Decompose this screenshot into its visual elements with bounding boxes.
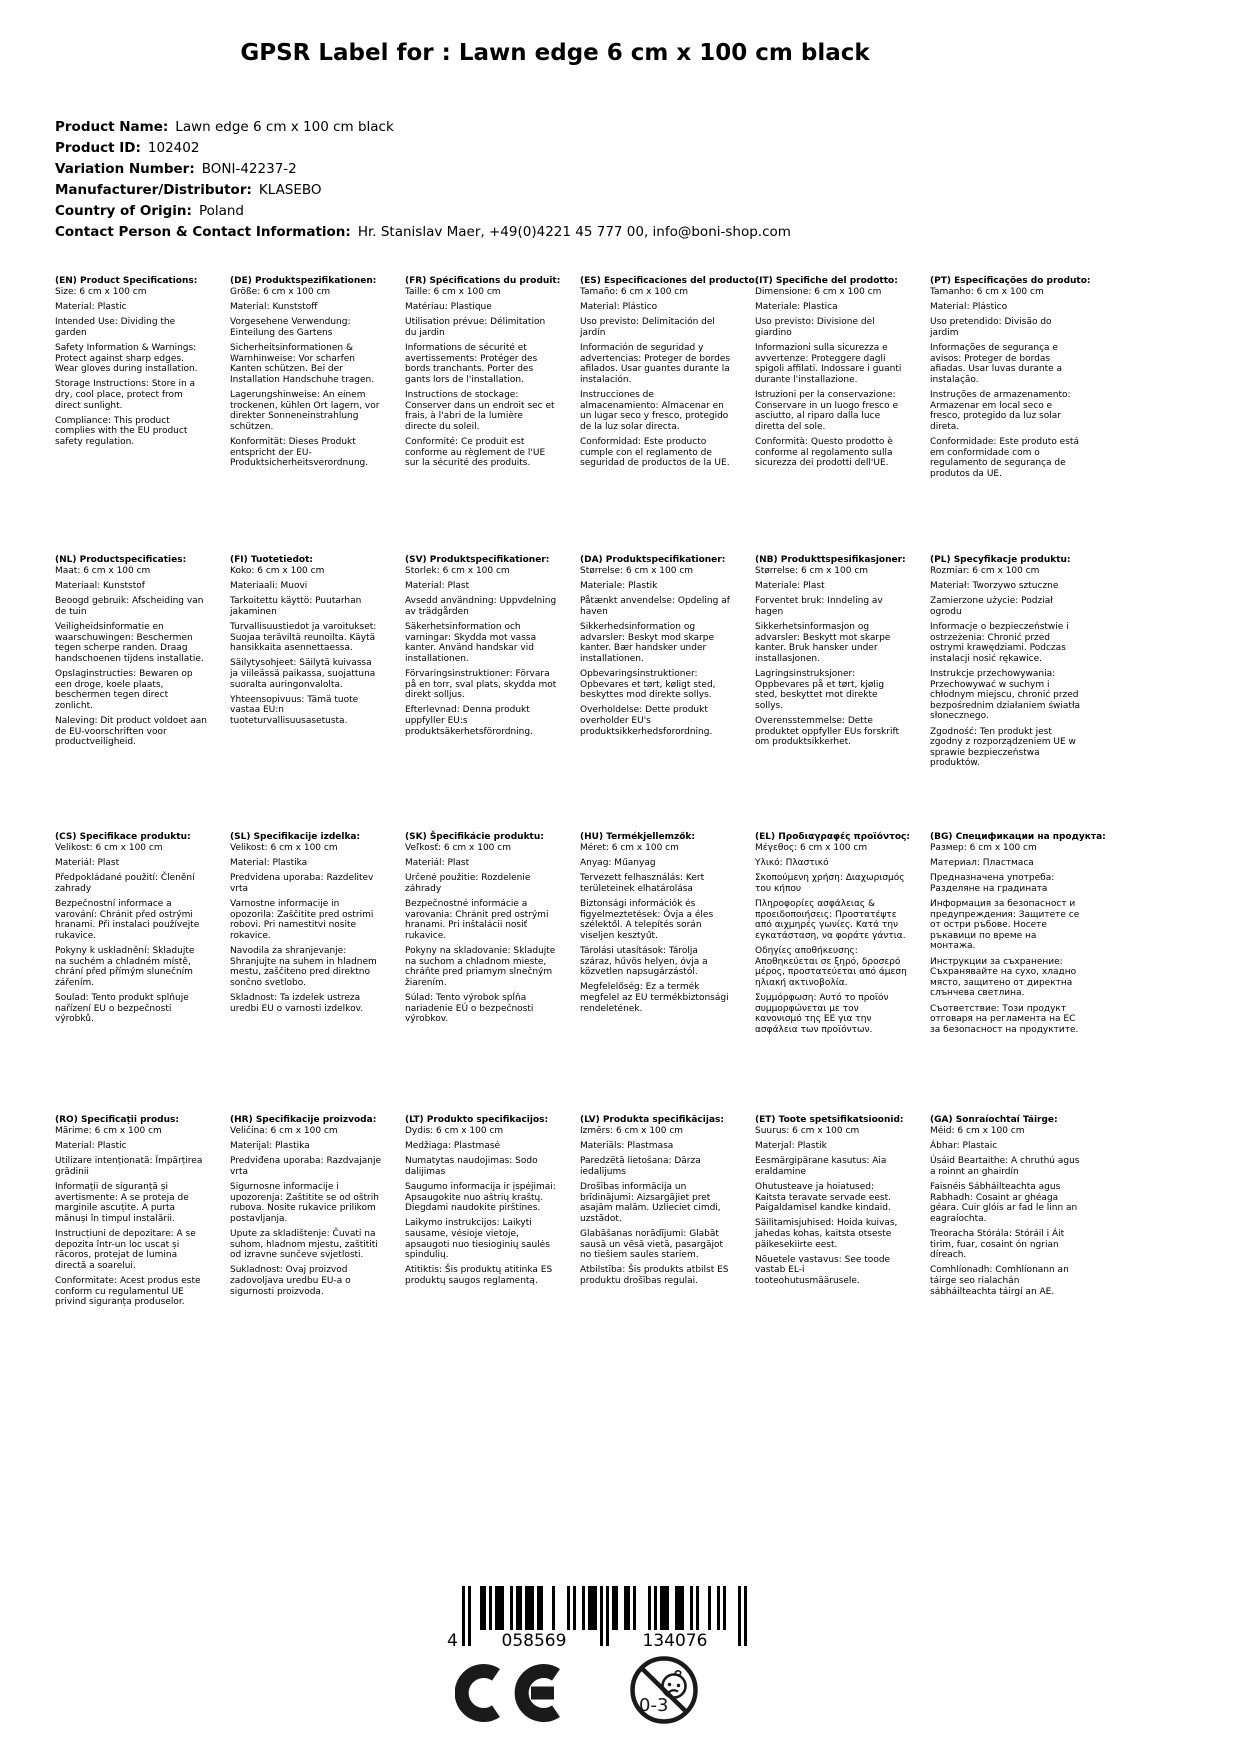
spec-block-header: (HU) Termékjellemzők: — [580, 832, 696, 842]
spec-line: Предназначена употреба: Разделяне на градината — [930, 873, 1055, 894]
country-of-origin-row — [55, 201, 791, 222]
spec-line: Material: Plastic — [55, 1141, 127, 1152]
spec-block-it — [755, 276, 907, 473]
age-warning-0-3-icon — [628, 1654, 700, 1730]
spec-line: Material: Plástico — [580, 302, 658, 313]
spec-line: Materiaal: Kunststof — [55, 581, 145, 592]
spec-line: Conformitate: Acest produs este conform cu regulamentul UE privind siguranța produselor. — [55, 1275, 201, 1308]
spec-block-fi — [230, 555, 382, 731]
spec-line: Bezpečnostní informace a varování: Chránit před ostrými hranami. Při instalaci používejte rukavice. — [55, 899, 200, 941]
spec-block-header: (EN) Product Specifications: — [55, 276, 198, 286]
spec-line: Overholdelse: Dette produkt overholder EU's produktsikkerhedsforordning. — [580, 705, 713, 737]
spec-line: Μέγεθος: 6 cm x 100 cm — [755, 843, 868, 854]
spec-block-header: (GA) Sonraíochtaí Táirge: — [930, 1115, 1058, 1125]
spec-line: Συμμόρφωση: Αυτό το προϊόν συμμορφώνεται με τον κανονισμό της ΕΕ για την ασφάλεια των προϊόντων. — [755, 992, 889, 1035]
spec-line: Overensstemmelse: Dette produktet oppfyller EUs forskrift om produktsikkerhet. — [755, 715, 900, 748]
spec-line: Material: Plastic — [55, 302, 127, 313]
contact-value: Hr. Stanislav Maer, +49(0)4221 45 777 00, info@boni-shop.com — [357, 224, 791, 240]
ean13-barcode — [437, 1584, 757, 1662]
spec-line: Paredzētā lietošana: Dārza iedalījums — [580, 1156, 701, 1177]
spec-line: Инструкции за съхранение: Съхранявайте на сухо, хладно място, защитено от директна слънчева светлина. — [930, 956, 1077, 999]
spec-line: Yhteensopivuus: Tämä tuote vastaa EU:n tuoteturvallisuusasetusta. — [230, 694, 359, 726]
spec-line: Информация за безопасност и предупреждения: Защитете се от остри ръбове. Носете ръкавици по време на монтажа. — [930, 899, 1080, 952]
spec-line: Veľkosť: 6 cm x 100 cm — [405, 843, 511, 854]
spec-line: Varnostne informacije in opozorila: Zaščitite pred ostrimi robovi. Pri namestitvi nosite rokavice. — [230, 899, 374, 941]
spec-line: Opslaginstructies: Bewaren op een droge, koele plaats, beschermen tegen direct zonlicht. — [55, 668, 193, 711]
spec-block-lv — [580, 1115, 732, 1291]
spec-line: Påtænkt anvendelse: Opdeling af haven — [580, 596, 730, 617]
spec-line: Storage Instructions: Store in a dry, cool place, protect from direct sunlight. — [55, 379, 196, 411]
spec-line: Megfelelőség: Ez a termék megfelel az EU termékbiztonsági rendeletének. — [580, 982, 729, 1014]
spec-line: Atbilstība: Šis produkts atbilst ES produktu drošības regulai. — [580, 1265, 729, 1286]
spec-line: Uso pretendido: Divisão do jardim — [930, 317, 1052, 338]
spec-line: Pokyny k uskladnění: Skladujte na suchém a chladném místě, chrání před přímým slunečním zářením. — [55, 945, 195, 988]
spec-line: Tárolási utasítások: Tárolja száraz, hűvös helyen, óvja a közvetlen napsugárzástól. — [580, 945, 708, 978]
spec-line: Koko: 6 cm x 100 cm — [230, 566, 325, 577]
spec-line: Materijal: Plastika — [230, 1141, 310, 1152]
spec-block-header: (NB) Produkttspesifikasjoner: — [755, 555, 906, 565]
manufacturer-value: KLASEBO — [258, 182, 322, 198]
contact-row — [55, 222, 791, 243]
spec-block-header: (HR) Specifikacije proizvoda: — [230, 1115, 377, 1125]
manufacturer-row — [55, 180, 791, 201]
spec-line: Saugumo informacija ir įspėjimai: Apsaugokite nuo aštrių kraštų. Diegdami naudokite pirštines. — [405, 1182, 556, 1214]
spec-line: Materiāls: Plastmasa — [580, 1141, 674, 1152]
spec-line: Skladnost: Ta izdelek ustreza uredbi EU o varnosti izdelkov. — [230, 992, 364, 1014]
spec-line: Storlek: 6 cm x 100 cm — [405, 566, 510, 577]
spec-block-hr — [230, 1115, 382, 1302]
spec-line: Conformidade: Este produto está em conformidade com o regulamento de segurança de produtos da UE. — [930, 436, 1079, 479]
spec-line: Οδηγίες αποθήκευσης: Αποθηκεύεται σε ξηρό, δροσερό μέρος, προστατεύεται από άμεση ηλιακή ακτινοβολία. — [755, 945, 907, 988]
spec-line: Tamanho: 6 cm x 100 cm — [930, 287, 1044, 298]
spec-line: Tervezett felhasználás: Kert területeinek elhatárolása — [580, 873, 705, 894]
spec-line: Matériau: Plastique — [405, 302, 492, 313]
page-title: GPSR Label for : Lawn edge 6 cm x 100 cm black — [240, 40, 870, 66]
spec-line: Instrucțiuni de depozitare: A se depozita într-un loc uscat și răcoros, protejat de lumina directă a soarelui. — [55, 1228, 196, 1271]
spec-line: Izmērs: 6 cm x 100 cm — [580, 1126, 684, 1137]
spec-line: Materiał: Tworzywo sztuczne — [930, 581, 1059, 592]
spec-line: Размер: 6 cm x 100 cm — [930, 843, 1037, 854]
spec-line: Informații de siguranță și avertismente: A se proteja de marginile ascuțite. A purta mănuși în timpul instalării. — [55, 1182, 189, 1224]
spec-block-de — [230, 276, 382, 473]
spec-line: Méret: 6 cm x 100 cm — [580, 843, 679, 854]
spec-line: Säkerhetsinformation och varningar: Skydda mot vassa kanter. Använd handskar vid installationen. — [405, 622, 537, 664]
spec-line: Mărime: 6 cm x 100 cm — [55, 1126, 162, 1137]
spec-line: Materiál: Plast — [55, 858, 120, 869]
spec-line: Faisnéis Sábháilteachta agus Rabhadh: Cosaint ar ghéaga géara. Cuir glóis ar fad le linn an eagraíochta. — [930, 1182, 1078, 1224]
spec-line: Materiál: Plast — [405, 858, 470, 869]
spec-line: Informacje o bezpieczeństwie i ostrzeżenia: Chronić przed ostrymi krawędziami. Podczas instalacji nosić rękawice. — [930, 622, 1069, 664]
spec-line: Naleving: Dit product voldoet aan de EU-voorschriften voor productveiligheid. — [55, 715, 207, 748]
variation-number-label: Variation Number: — [55, 161, 195, 177]
spec-line: Materiale: Plastica — [755, 302, 838, 313]
spec-block-en — [55, 276, 207, 452]
spec-line: Material: Plástico — [930, 302, 1008, 313]
spec-line: Určené použitie: Rozdelenie záhrady — [405, 873, 531, 894]
spec-block-sk — [405, 832, 557, 1029]
spec-block-sl — [230, 832, 382, 1019]
spec-block-nb — [755, 555, 907, 752]
spec-line: Informações de segurança e avisos: Proteger de bordas afiadas. Usar luvas durante a instalação. — [930, 343, 1063, 385]
spec-block-header: (LV) Produkta specifikācijas: — [580, 1115, 724, 1125]
spec-block-header: (IT) Specifiche del prodotto: — [755, 276, 898, 286]
spec-block-header: (RO) Specificații produs: — [55, 1115, 179, 1125]
barcode-group2: 134076 — [642, 1631, 708, 1651]
spec-block-header: (BG) Спецификации на продукта: — [930, 832, 1106, 842]
ce-mark-icon — [455, 1663, 565, 1727]
spec-block-da — [580, 555, 732, 742]
spec-block-header: (PL) Specyfikacje produktu: — [930, 555, 1071, 565]
country-of-origin-value: Poland — [198, 203, 245, 219]
spec-line: Opbevaringsinstruktioner: Opbevares et tørt, køligt sted, beskyttes mod direkte sollys. — [580, 668, 716, 701]
product-id-value: 102402 — [147, 140, 200, 156]
spec-block-el — [755, 832, 910, 1040]
product-name-value: Lawn edge 6 cm x 100 cm black — [175, 119, 394, 135]
spec-line: Upute za skladištenje: Čuvati na suhom, hladnom mjestu, zaštititi od izravne sunčeve svjetlosti. — [230, 1228, 378, 1261]
spec-line: Compliance: This product complies with the EU product safety regulation. — [55, 415, 188, 447]
spec-block-header: (SK) Špecifikácie produktu: — [405, 832, 544, 842]
spec-line: Velikost: 6 cm x 100 cm — [230, 843, 338, 854]
spec-line: Drošības informācija un brīdinājumi: Aizsargājiet pret asajām malām. Uzlieciet cimdi, uzstādot. — [580, 1182, 721, 1224]
spec-block-header: (PT) Especificações do produto: — [930, 276, 1091, 286]
spec-line: Tarkoitettu käyttö: Puutarhan jakaminen — [230, 596, 362, 617]
spec-line: Förvaringsinstruktioner: Förvara på en torr, sval plats, skydda mot direkt solljus. — [405, 668, 557, 701]
product-info-section — [55, 117, 791, 243]
spec-line: Veiligheidsinformatie en waarschuwingen: Beschermen tegen scherpe randen. Draag handschoenen tijdens installatie. — [55, 622, 204, 664]
spec-line: Úsáid Beartaithe: A chruthú agus a roinnt an ghairdín — [930, 1156, 1080, 1177]
spec-block-header: (CS) Specifikace produktu: — [55, 832, 191, 842]
spec-line: Lagerungshinweise: An einem trockenen, kühlen Ort lagern, vor direkter Sonneneinstrahlung schützen. — [230, 389, 380, 432]
spec-line: Soulad: Tento produkt splňuje nařízení EU o bezpečnosti výrobků. — [55, 992, 189, 1025]
spec-line: Safety Information & Warnings: Protect against sharp edges. Wear gloves during installation. — [55, 343, 198, 375]
variation-number-value: BONI-42237-2 — [201, 161, 297, 177]
spec-line: Turvallisuustiedot ja varoitukset: Suojaa teräviltä reunoilta. Käytä hansikkaita asennettaessa. — [230, 622, 377, 654]
spec-block-header: (SL) Specifikacije izdelka: — [230, 832, 361, 842]
variation-number-row — [55, 159, 791, 180]
spec-line: Materjal: Plastik — [755, 1141, 827, 1152]
spec-line: Informazioni sulla sicurezza e avvertenze: Proteggere dagli spigoli affilati. Indossare i guanti durante l'installazione. — [755, 343, 902, 385]
spec-block-header: (ET) Toote spetsifikatsioonid: — [755, 1115, 904, 1125]
spec-line: Predviđena uporaba: Razdvajanje vrta — [230, 1156, 382, 1177]
spec-line: Biztonsági információk és figyelmeztetések: Óvja a éles szélektől. A telepítés során viseljen kesztyűt. — [580, 899, 714, 941]
spec-line: Tamaño: 6 cm x 100 cm — [580, 287, 689, 298]
spec-line: Instrucciones de almacenamiento: Almacenar en un lugar seco y fresco, protegido de la luz solar directa. — [580, 389, 729, 432]
spec-line: Ábhar: Plastaic — [930, 1141, 998, 1152]
product-name-label: Product Name: — [55, 119, 169, 135]
spec-block-hu — [580, 832, 732, 1019]
spec-line: Veličina: 6 cm x 100 cm — [230, 1126, 338, 1137]
spec-line: Dimensione: 6 cm x 100 cm — [755, 287, 882, 298]
spec-line: Informations de sécurité et avertissements: Protéger des bords tranchants. Porter des gants lors de l'installation. — [405, 343, 538, 385]
spec-line: Comhlíonadh: Comhlíonann an táirge seo rialachán sábháilteachta táirgí an AE. — [930, 1265, 1069, 1297]
spec-line: Material: Plastika — [230, 858, 308, 869]
spec-line: Säilitamisjuhised: Hoida kuivas, jahedas kohas, kaitsta otseste päikesekiirte eest. — [755, 1218, 898, 1250]
spec-block-pl — [930, 555, 1082, 773]
manufacturer-label: Manufacturer/Distributor: — [55, 182, 252, 198]
age-warning-label: 0-3 — [639, 1695, 669, 1716]
spec-line: Vorgesehene Verwendung: Einteilung des Gartens — [230, 317, 351, 338]
spec-line: Rozmiar: 6 cm x 100 cm — [930, 566, 1040, 577]
spec-line: Treoracha Stórála: Stóráil i Áit tirim, fuar, cosaint ón ngrian díreach. — [930, 1228, 1065, 1261]
spec-line: Eesmärgipärane kasutus: Aia eraldamine — [755, 1156, 887, 1177]
spec-block-es — [580, 276, 759, 473]
spec-line: Nõuetele vastavus: See toode vastab EL-i tooteohutusmäärusele. — [755, 1254, 891, 1286]
spec-line: Předpokládané použití: Členění zahrady — [55, 873, 195, 894]
spec-line: Bezpečnostné informácie a varovania: Chránit pred ostrými hranami. Pri inštalácii nosiť rukavice. — [405, 899, 549, 941]
spec-line: Utilizare intenționată: Împărțirea grădinii — [55, 1156, 203, 1177]
spec-block-sv — [405, 555, 557, 742]
spec-line: Uso previsto: Delimitación del jardín — [580, 317, 715, 338]
spec-line: Utilisation prévue: Délimitation du jardin — [405, 317, 546, 338]
spec-block-header: (FR) Spécifications du produit: — [405, 276, 561, 286]
spec-line: Zamierzone użycie: Podział ogrodu — [930, 596, 1053, 617]
spec-line: Anyag: Műanyag — [580, 858, 656, 869]
spec-line: Σκοπούμενη χρήση: Διαχωρισμός του κήπου — [755, 873, 905, 894]
spec-line: Maat: 6 cm x 100 cm — [55, 566, 151, 577]
spec-line: Υλικό: Πλαστικό — [755, 858, 829, 869]
spec-line: Säilytysohjeet: Säilytä kuivassa ja viileässä paikassa, suojattuna suoralta auringonvalolta. — [230, 658, 376, 690]
spec-line: Istruzioni per la conservazione: Conservare in un luogo fresco e asciutto, al riparo dalla luce diretta del sole. — [755, 389, 899, 432]
country-of-origin-label: Country of Origin: — [55, 203, 192, 219]
spec-line: Méid: 6 cm x 100 cm — [930, 1126, 1025, 1137]
spec-line: Instructions de stockage: Conserver dans un endroit sec et frais, à l'abri de la lumière directe du soleil. — [405, 389, 555, 432]
spec-block-header: (FI) Tuotetiedot: — [230, 555, 314, 565]
spec-block-header: (NL) Productspecificaties: — [55, 555, 187, 565]
spec-block-et — [755, 1115, 907, 1291]
spec-line: Größe: 6 cm x 100 cm — [230, 287, 331, 298]
spec-line: Sikkerhetsinformasjon og advarsler: Beskytt mot skarpe kanter. Bruk hansker under installasjonen. — [755, 622, 891, 664]
spec-block-header: (EL) Προδιαγραφές προϊόντος: — [755, 832, 910, 842]
spec-block-lt — [405, 1115, 557, 1291]
barcode-left-digit: 4 — [447, 1631, 458, 1651]
spec-line: Uso previsto: Divisione del giardino — [755, 317, 875, 338]
spec-block-header: (DE) Produktspezifikationen: — [230, 276, 377, 286]
spec-block-ro — [55, 1115, 207, 1312]
spec-line: Materiaali: Muovi — [230, 581, 308, 592]
spec-line: Zgodność: Ten produkt jest zgodny z rozporządzeniem UE w sprawie bezpieczeństwa produktów. — [930, 726, 1076, 769]
spec-line: Atitiktis: Šis produktų atitinka ES produktų saugos reglamentą. — [405, 1265, 553, 1286]
spec-line: Materiale: Plastik — [580, 581, 658, 592]
spec-line: Velikost: 6 cm x 100 cm — [55, 843, 163, 854]
spec-line: Størrelse: 6 cm x 100 cm — [580, 566, 694, 577]
spec-line: Konformität: Dieses Produkt entspricht der EU-Produktsicherheitsverordnung. — [230, 436, 369, 469]
spec-line: Medžiaga: Plastmasė — [405, 1141, 501, 1152]
spec-line: Sukladnost: Ovaj proizvod zadovoljava uredbu EU-a o sigurnosti proizvoda. — [230, 1265, 351, 1297]
spec-line: Predvidena uporaba: Razdelitev vrta — [230, 873, 374, 894]
spec-line: Forventet bruk: Inndeling av hagen — [755, 596, 883, 617]
spec-line: Sicherheitsinformationen & Warnhinweise: Vor scharfen Kanten schützen. Bei der Installation Handschuhe tragen. — [230, 343, 375, 385]
spec-line: Instruções de armazenamento: Armazenar em local seco e fresco, protegido da luz solar direta. — [930, 389, 1071, 432]
spec-line: Suurus: 6 cm x 100 cm — [755, 1126, 860, 1137]
spec-line: Conformidad: Este producto cumple con el reglamento de seguridad de productos de la UE. — [580, 436, 730, 469]
spec-block-bg — [930, 832, 1106, 1040]
spec-block-pt — [930, 276, 1091, 484]
spec-block-header: (DA) Produktspecifikationer: — [580, 555, 726, 565]
product-id-row — [55, 138, 791, 159]
spec-block-fr — [405, 276, 561, 473]
spec-line: Efterlevnad: Denna produkt uppfyller EU:s produktsäkerhetsförordning. — [405, 705, 533, 737]
spec-line: Material: Plast — [405, 581, 470, 592]
spec-grid — [55, 276, 1106, 1312]
spec-block-header: (ES) Especificaciones del producto: — [580, 276, 759, 286]
spec-line: Beoogd gebruik: Afscheiding van de tuin — [55, 596, 204, 617]
spec-line: Pokyny na skladovanie: Skladujte na suchom a chladnom mieste, chráňte pred priamym slnečným žiarením. — [405, 945, 556, 988]
spec-line: Ohutusteave ja hoiatused: Kaitsta teravate servade eest. Paigaldamisel kandke kindaid. — [755, 1182, 891, 1214]
product-id-label: Product ID: — [55, 140, 141, 156]
spec-line: Súlad: Tento výrobok spĺňa nariadenie EÚ o bezpečnosti výrobkov. — [405, 992, 534, 1025]
spec-line: Conformité: Ce produit est conforme au règlement de l'UE sur la sécurité des produits. — [405, 436, 546, 469]
spec-line: Navodila za shranjevanje: Shranjujte na suhem in hladnem mestu, zaščiteno pred direktno sončno svetlobo. — [230, 945, 377, 988]
contact-label: Contact Person & Contact Information: — [55, 224, 351, 240]
spec-line: Size: 6 cm x 100 cm — [55, 287, 147, 298]
spec-line: Glabāšanas norādījumi: Glabāt sausā un vēsā vietā, pasargājot no tiešiem saules stariem. — [580, 1228, 724, 1261]
spec-line: Material: Kunststoff — [230, 302, 318, 313]
spec-line: Avsedd användning: Uppvdelning av trädgården — [405, 596, 557, 617]
spec-line: Intended Use: Dividing the garden — [55, 317, 176, 338]
spec-block-nl — [55, 555, 207, 752]
barcode-group1: 058569 — [501, 1631, 567, 1651]
spec-line: Laikymo instrukcijos: Laikyti sausame, vėsioje vietoje, apsaugoti nuo tiesioginių saulės spindulių. — [405, 1218, 550, 1261]
spec-line: Información de seguridad y advertencias: Proteger de bordes afilados. Usar guantes durante la instalación. — [580, 343, 731, 385]
spec-line: Материал: Пластмаса — [930, 858, 1034, 869]
spec-line: Conformità: Questo prodotto è conforme al regolamento sulla sicurezza dei prodotti dell'UE. — [755, 436, 893, 469]
spec-line: Størrelse: 6 cm x 100 cm — [755, 566, 869, 577]
spec-line: Materiale: Plast — [755, 581, 825, 592]
spec-line: Sigurnosne informacije i upozorenja: Zaštitite se od oštrih rubova. Nosite rukavice prilikom postavljanja. — [230, 1182, 379, 1224]
spec-block-header: (SV) Produktspecifikationer: — [405, 555, 550, 565]
spec-block-cs — [55, 832, 207, 1029]
spec-line: Instrukcje przechowywania: Przechowywać w suchym i chłodnym miejscu, chronić przed bezpośrednim działaniem światła słonecznego. — [930, 668, 1081, 722]
spec-line: Sikkerhedsinformation og advarsler: Beskyt mod skarpe kanter. Bær handsker under installationen. — [580, 622, 714, 664]
spec-line: Numatytas naudojimas: Sodo dalijimas — [405, 1156, 538, 1177]
spec-block-header: (LT) Produkto specifikacijos: — [405, 1115, 549, 1125]
spec-line: Taille: 6 cm x 100 cm — [405, 287, 501, 298]
product-name-row — [55, 117, 791, 138]
spec-block-ga — [930, 1115, 1082, 1302]
spec-line: Πληροφορίες ασφάλειας & προειδοποιήσεις: Προστατέψτε από αιχμηρές γωνίες. Κατά την εγκατάσταση, να φοράτε γάντια. — [755, 899, 906, 941]
spec-line: Съответствие: Този продукт отговаря на регламента на ЕС за безопасност на продуктите. — [930, 1003, 1079, 1035]
spec-line: Dydis: 6 cm x 100 cm — [405, 1126, 504, 1137]
spec-line: Lagringsinstruksjoner: Oppbevares på et tørt, kjølig sted, beskyttet mot direkte sollys. — [755, 668, 885, 711]
